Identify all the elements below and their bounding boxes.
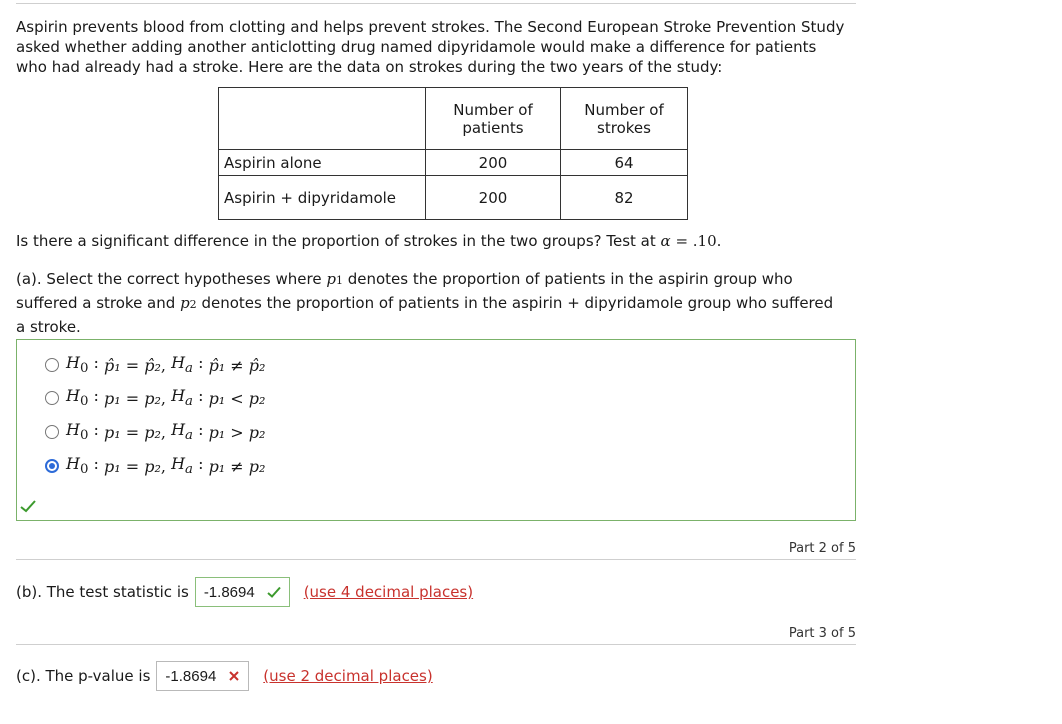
option-ha: p̂₁ ≠ p̂₂ [208,355,266,375]
option-h0: p̂₁ = p̂₂ [104,355,161,375]
hypothesis-option-1[interactable]: $H_0$ : p̂₁ = p̂₂ , $H_a$ : p̂₁ ≠ p̂₂ [45,353,265,377]
part-divider [16,644,856,645]
part-a-prompt: (a). Select the correct hypotheses where p1 denotes the proportion of patients in the aspirin group who suffered a stroke and p2 denotes the proportion of patients in the aspirin + dipyridamole group who suffered a stroke. [16,270,834,336]
stroke-data-table [218,87,688,220]
option-h0: p₁ = p₂ [104,422,161,442]
incorrect-x-icon [228,670,240,682]
part-c-row [16,661,433,691]
part-b-hint-link[interactable]: (use 4 decimal places) [303,583,474,601]
alpha-value: .10. [692,232,722,250]
radio-button-selected[interactable] [45,459,59,473]
row-label: Aspirin + dipyridamole [219,176,426,220]
question-body: Is there a significant difference in the proportion of strokes in the two groups? Test at [16,232,656,250]
patients-cell: 200 [426,150,561,176]
part-b-row [16,577,473,607]
table-header-empty [219,88,426,150]
p-value-value: -1.8694 [165,667,217,685]
patients-cell: 200 [426,176,561,220]
option-ha: p₁ < p₂ [208,388,266,408]
test-statistic-value: -1.8694 [203,583,255,601]
problem-intro: Aspirin prevents blood from clotting and helps prevent strokes. The Second European Stroke Prevention Study asked whether adding another anticlotting drug named dipyridamole would make a difference for patients who had already had a stroke. Here are the data on strokes during the two years of the study: [16,18,845,76]
table-row [219,176,688,220]
option-ha: p₁ > p₂ [208,422,266,442]
part-divider [16,559,856,560]
test-statistic-input[interactable] [195,577,290,607]
option-h0: p₁ = p₂ [104,456,161,476]
hypothesis-option-2[interactable]: $H_0$ : p₁ = p₂ , $H_a$ : p₁ < p₂ [45,386,265,410]
correct-check-icon [20,498,36,517]
table-row [219,150,688,176]
part-2-label: Part 2 of 5 [788,541,856,556]
part-a-answer-box [16,339,856,521]
table-header-strokes: Number of strokes [561,88,688,150]
correct-check-icon [267,586,281,598]
strokes-cell: 64 [561,150,688,176]
hypothesis-option-3[interactable]: $H_0$ : p₁ = p₂ , $H_a$ : p₁ > p₂ [45,420,265,444]
radio-button[interactable] [45,425,59,439]
part-3-label: Part 3 of 5 [788,626,856,641]
hypothesis-option-4[interactable]: $H_0$ : p₁ = p₂ , $H_a$ : p₁ ≠ p₂ [45,454,265,478]
row-label: Aspirin alone [219,150,426,176]
question-text: Is there a significant difference in the proportion of strokes in the two groups? Test at α = .10. [16,232,722,250]
top-divider [16,3,856,4]
option-ha: p₁ ≠ p₂ [208,456,266,476]
option-h0: p₁ = p₂ [104,388,161,408]
part-c-label: (c). The p-value is [16,667,151,685]
radio-button[interactable] [45,391,59,405]
part-b-label: (b). The test statistic is [16,583,189,601]
table-header-patients: Number of patients [426,88,561,150]
p-value-input[interactable] [156,661,249,691]
part-a-prompt-post: denotes the proportion of patients in the aspirin + dipyridamole group who suffered a stroke. [16,294,834,336]
radio-button[interactable] [45,358,59,372]
part-a-prompt-pre: (a). Select the correct hypotheses where [16,270,322,288]
alpha-symbol: α [660,232,671,250]
part-a-prompt-mid: denotes the proportion of patients in the aspirin group who suffered a stroke and [16,270,793,312]
part-c-hint-link[interactable]: (use 2 decimal places) [263,667,433,685]
strokes-cell: 82 [561,176,688,220]
